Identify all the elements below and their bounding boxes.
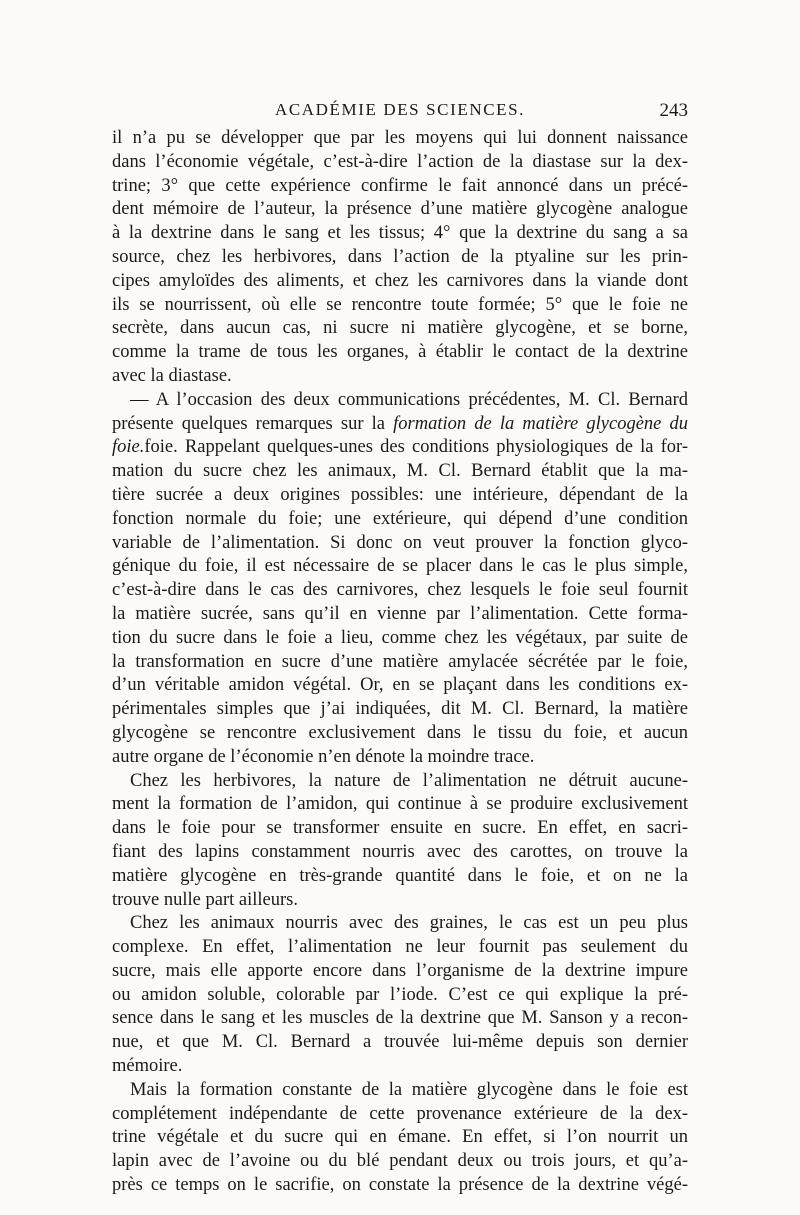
text-line: trine; 3° que cette expérience confirme le fait annoncé dans un précé- <box>112 175 688 196</box>
text-line: dans l’économie végétale, c’est-à-dire l’action de la diastase sur la dex- <box>112 151 688 172</box>
text-line: ou amidon soluble, colorable par l’iode. C’est ce qui explique la pré- <box>112 984 688 1005</box>
text-line: complexe. En effet, l’alimentation ne leur fournit pas seulement du <box>112 937 688 958</box>
text-line: tion du sucre dans le foie a lieu, comme chez les végétaux, par suite de <box>112 627 688 648</box>
italic-title: formation de la matière glycogène du <box>393 413 688 434</box>
page-header <box>112 100 688 124</box>
text-line: il n’a pu se développer que par les moyens qui lui donnent naissance <box>112 128 688 148</box>
text-line: secrète, dans aucun cas, ni sucre ni matière glycogène, et se borne, <box>112 318 688 339</box>
running-title: ACADÉMIE DES SCIENCES. <box>274 100 526 119</box>
text-line: source, chez les herbivores, dans l’action de la ptyaline sur les prin- <box>112 246 688 267</box>
text-line: tière sucrée a deux origines possibles: une intérieure, dépendant de la <box>112 484 688 505</box>
text-line: dans le foie pour se transformer ensuite en sucre. En effet, en sacri- <box>112 818 688 839</box>
text-line: glycogène se rencontre exclusivement dans le tissu du foie, et aucun <box>112 722 688 743</box>
text-segment: présente quelques remarques sur la <box>112 413 394 434</box>
text-line: génique du foie, il est nécessaire de se placer dans le cas le plus simple, <box>112 556 688 577</box>
text-line: matière glycogène en très-grande quantité dans le foie, et on ne la <box>112 865 688 886</box>
italic-title: foie. <box>112 437 145 458</box>
text-line: trine végétale et du sucre qui en émane. En effet, si l’on nourrit un <box>112 1127 688 1148</box>
text-line: d’un véritable amidon végétal. Or, en se plaçant dans les conditions ex- <box>112 675 688 696</box>
text-line: cipes amyloïdes des aliments, et chez les carnivores dans la viande dont <box>112 270 688 291</box>
text-line: ils se nourrissent, où elle se rencontre toute formée; 5° que le foie ne <box>112 294 688 315</box>
text-line: complétement indépendante de cette provenance extérieure de la dex- <box>112 1103 688 1124</box>
text-line: c’est-à-dire dans le cas des carnivores, chez lesquels le foie seul fournit <box>112 580 688 601</box>
text-line: Chez les herbivores, la nature de l’alimentation ne détruit aucune- <box>130 770 688 791</box>
text-line: avec la diastase. <box>112 365 232 386</box>
text-line: la matière sucrée, sans qu’il en vienne par l’alimentation. Cette forma- <box>112 603 688 624</box>
text-line: mémoire. <box>112 1056 183 1077</box>
page-number: 243 <box>659 100 688 121</box>
text-line: Chez les animaux nourris avec des graines, le cas est un peu plus <box>130 913 688 934</box>
text-segment: foie. Rappelant quelques-unes des conditions physiologiques de la for- <box>144 437 688 458</box>
text-line: périmentales simples que j’ai indiquées, dit M. Cl. Bernard, la matière <box>112 699 688 720</box>
text-line: près ce temps on le sacrifie, on constate la présence de la dextrine végé- <box>112 1175 688 1196</box>
text-line-with-italic-title <box>112 413 688 437</box>
text-line: comme la trame de tous les organes, à établir le contact de la dextrine <box>112 342 688 363</box>
text-line: la transformation en sucre d’une matière amylacée sécrétée par le foie, <box>112 651 688 672</box>
text-line: ment la formation de l’amidon, qui continue à se produire exclusivement <box>112 794 688 815</box>
text-line: sucre, mais elle apporte encore dans l’organisme de la dextrine impure <box>112 960 688 981</box>
text-line: variable de l’alimentation. Si donc on veut prouver la fonction glyco- <box>112 532 688 553</box>
text-line: lapin avec de l’avoine ou du blé pendant deux ou trois jours, et qu’a- <box>112 1151 688 1172</box>
text-line: Mais la formation constante de la matière glycogène dans le foie est <box>130 1079 688 1100</box>
text-line: — A l’occasion des deux communications précédentes, M. Cl. Bernard <box>130 389 688 410</box>
text-line: autre organe de l’économie n’en dénote la moindre trace. <box>112 746 535 767</box>
text-line: mation du sucre chez les animaux, M. Cl. Bernard établit que la ma- <box>112 461 688 482</box>
text-line: fiant des lapins constamment nourris avec des carottes, on trouve la <box>112 841 688 862</box>
text-line-with-italic-title <box>112 436 688 460</box>
text-line: fonction normale du foie; une extérieure, qui dépend d’une condition <box>112 508 688 529</box>
text-line: trouve nulle part ailleurs. <box>112 889 298 910</box>
text-line: à la dextrine dans le sang et les tissus; 4° que la dextrine du sang a sa <box>112 223 688 244</box>
text-line: dent mémoire de l’auteur, la présence d’une matière glycogène analogue <box>112 199 688 220</box>
text-line: sence dans le sang et les muscles de la dextrine que M. Sanson y a recon- <box>112 1008 688 1029</box>
text-line: nue, et que M. Cl. Bernard a trouvée lui-même depuis son dernier <box>112 1032 688 1053</box>
body-text <box>112 127 688 1198</box>
